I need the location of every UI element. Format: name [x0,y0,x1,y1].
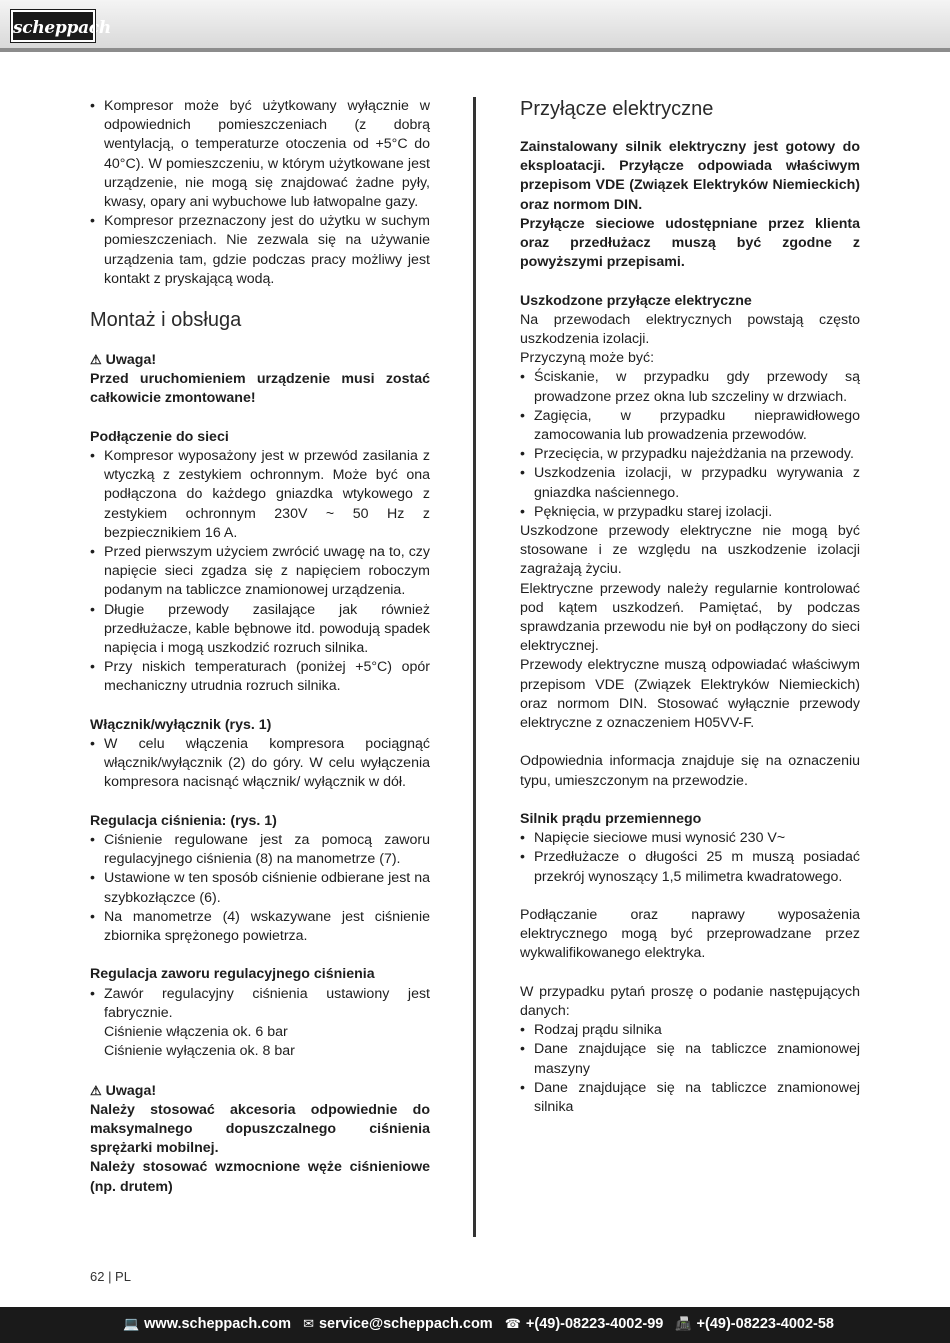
list-item: • Przecięcia, w przypadku najeżdżania na przewody. [520,445,860,464]
ac-list [520,829,860,887]
list-item: • Przy niskich temperaturach (poniżej +5°C) opór mechaniczny utrudnia rozruch silnika. [90,658,430,696]
paragraph: Odpowiednia informacja znajduje się na oznaczeniu typu, umieszczonym na przewodzie. [520,753,860,789]
phone-number: ☎ +(49)-08223-4002-99 [504,1316,664,1332]
fax-number: 📠 +(49)-08223-4002-58 [675,1316,834,1332]
paragraph: Podłączanie oraz naprawy wyposażenia elektrycznego mogą być przeprowadzane przez wykwalifikowanego elektryka. [520,907,860,962]
list-item: • Zawór regulacyjny ciśnienia ustawiony jest fabrycznie. [90,985,430,1023]
subsection-title: Włącznik/wyłącznik (rys. 1) [90,716,272,733]
questions-list [520,1021,860,1117]
bold-paragraph: Przyłącze sieciowe udostępniane przez klienta oraz przedłużacz muszą być zgodne z powyższymi przepisami. [520,215,860,271]
list-item: • Przedłużacze o długości 25 m muszą posiadać przekrój wynoszący 1,5 milimetra kwadratowego. [520,848,860,886]
list-item: • Na manometrze (4) wskazywane jest ciśnienie zbiornika sprężonego powietrza. [90,908,430,946]
bold-paragraph: Zainstalowany silnik elektryczny jest gotowy do eksploatacji. Przyłącze odpowiada właściwym przepisom VDE (Związek Elektryków Niemieckich) oraz normom DIN. [520,139,860,213]
computer-icon: 💻 [122,1316,140,1331]
subsection-title: Uszkodzone przyłącze elektryczne [520,292,752,309]
contact-info [111,1316,834,1332]
scheppach-logo: scheppach [11,10,95,42]
valve-line: Ciśnienie włączenia ok. 6 bar [104,1024,288,1041]
paragraph: Przewody elektryczne muszą odpowiadać właściwym przepisom VDE (Związek Elektryków Niemieckich) oraz normom DIN. Stosować wyłącznie przewody elektryczne z oznaczeniem H05VV-F. [520,657,860,732]
list-item: • Ściskanie, w przypadku gdy przewody są prowadzone przez okna lub szczeliny w drzwiach. [520,368,860,406]
mail-icon: ✉ [303,1316,314,1331]
list-item: • W celu włączenia kompresora pociągnąć włącznik/wyłącznik (2) do góry. W celu wyłączenia kompresora nacisnąć włącznik/ wyłącznik w dół. [90,735,430,793]
list-item: • Dane znajdujące się na tabliczce znamionowej maszyny [520,1040,860,1078]
list-item: • Rodzaj prądu silnika [520,1021,860,1040]
header-bar [0,0,950,52]
subsection-title: Regulacja zaworu regulacyjnego ciśnienia [90,966,375,983]
column-divider [473,97,476,1237]
subsection-title: Regulacja ciśnienia: (rys. 1) [90,812,277,829]
list-item: • Uszkodzenia izolacji, w przypadku wyrywania z gniazdka naściennego. [520,464,860,502]
list-item: • Napięcie sieciowe musi wynosić 230 V~ [520,829,860,848]
subsection-title: Podłączenie do sieci [90,428,229,445]
email-link[interactable]: ✉ service@scheppach.com [303,1316,493,1332]
paragraph: Przyczyną może być: [520,350,655,367]
website-link[interactable]: 💻 www.scheppach.com [122,1316,292,1332]
connection-list [90,447,430,697]
valve-list [90,985,430,1023]
list-item: • Kompresor może być użytkowany wyłącznie w odpowiednich pomieszczeniach (z dobrą wentylacją, o temperaturze otoczenia od +5°C do 40°C). W pomieszczeniu, w którym użytkowane jest urządzenie, nie mogą się znajdować żadne pyły, kwasy, opary ani wybuchowe lub łatwopalne gazy. [90,97,430,212]
paragraph: Uszkodzone przewody elektryczne nie mogą być stosowane i ze względu na uszkodzenie izolacji zagrażają życiu. [520,523,860,578]
warning-icon: ⚠ [90,1082,102,1098]
list-item: • Ciśnienie regulowane jest za pomocą zaworu regulacyjnego ciśnienia (8) na manometrze (7). [90,831,430,869]
fax-icon: 📠 [675,1316,692,1331]
section-title-assembly: Montaż i obsługa [90,309,242,332]
switch-list [90,735,430,793]
paragraph: W przypadku pytań proszę o podanie następujących danych: [520,983,860,1020]
warning-icon: ⚠ [90,352,102,368]
valve-line: Ciśnienie wyłączenia ok. 8 bar [104,1043,295,1060]
list-item: • Kompresor wyposażony jest w przewód zasilania z wtyczką z zestykiem ochronnym. Może być ona podłączona do każdego gniazdka wtykowego z zestykiem ochronnym 230V ~ 50 Hz z bezpiecznikiem 16 A. [90,447,430,543]
list-item: • Zagięcia, w przypadku nieprawidłowego zamocowania lub prowadzenia przewodów. [520,407,860,445]
page-number: 62 | PL [90,1269,131,1284]
warning-heading: ⚠ Uwaga! [90,1082,157,1099]
section-title-electrical: Przyłącze elektryczne [520,98,714,120]
warning-text: Przed uruchomieniem urządzenie musi zostać całkowicie zmontowane! [90,371,430,407]
paragraph: Na przewodach elektrycznych powstają często uszkodzenia izolacji. [520,311,860,348]
intro-list [90,97,430,289]
list-item: • Pęknięcia, w przypadku starej izolacji. [520,503,860,522]
pressure-list [90,831,430,946]
left-column [90,97,430,1197]
phone-icon: ☎ [504,1316,521,1331]
list-item: • Dane znajdujące się na tabliczce znamionowej silnika [520,1079,860,1117]
right-column [520,97,860,1117]
list-item: • Ustawione w ten sposób ciśnienie odbierane jest na szybkozłączce (6). [90,869,430,907]
subsection-title: Silnik prądu przemiennego [520,811,702,828]
warning-text: Należy stosować akcesoria odpowiednie do maksymalnego dopuszczalnego ciśnienia sprężarki mobilnej. [90,1101,430,1157]
warning-text: Należy stosować wzmocnione węże ciśnieniowe (np. drutem) [90,1159,430,1195]
list-item: • Przed pierwszym użyciem zwrócić uwagę na to, czy napięcie sieci zgadza się z napięciem roboczym podanym na tabliczce znamionowej urządzenia. [90,543,430,601]
list-item: • Kompresor przeznaczony jest do użytku w suchym pomieszczeniach. Nie zezwala się na używanie urządzenia tam, gdzie podczas pracy możliwy jest kontakt z pryskającą wodą. [90,212,430,289]
damage-causes-list [520,368,860,522]
footer-bar [0,1307,950,1343]
warning-heading: ⚠ Uwaga! [90,352,157,369]
list-item: • Długie przewody zasilające jak również przedłużacze, kable bębnowe itd. powodują spadek napięcia i mogą uszkodzić rozruch silnika. [90,601,430,659]
paragraph: Elektryczne przewody należy regularnie kontrolować pod kątem uszkodzeń. Pamiętać, by podczas sprawdzania przewodu nie był on podłączony do sieci elektrycznej. [520,580,860,655]
